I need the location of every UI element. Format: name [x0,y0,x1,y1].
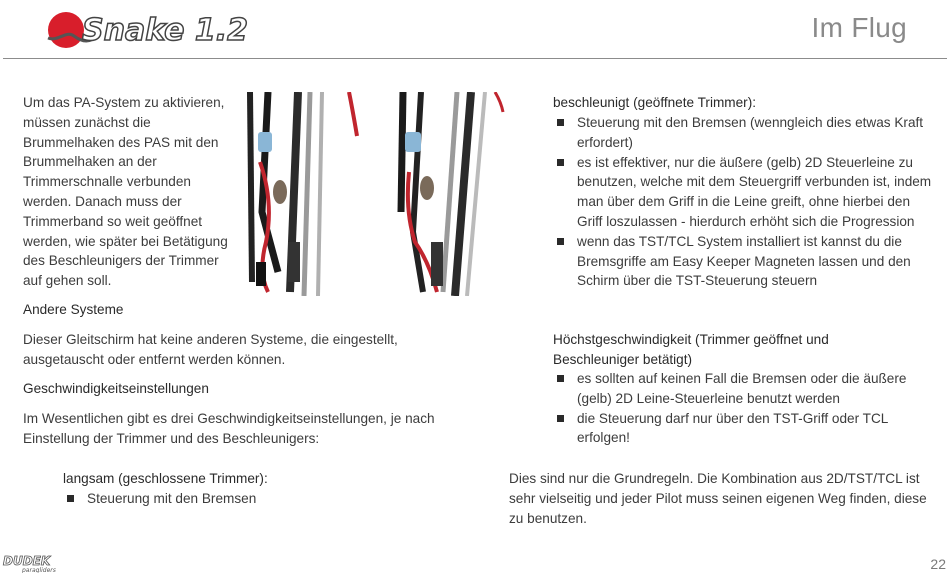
bullet-square [557,375,564,382]
list-item-text: Steuerung mit den Bremsen (wenngleich dies etwas Kraft erfordert) [577,115,924,150]
list-item-text: Steuerung mit den Bremsen [87,491,257,506]
dudek-logo [2,553,72,573]
list-item-text: die Steuerung darf nur über den TST-Griff oder TCL erfolgen! [577,410,888,446]
page-title: Im Flug [811,12,907,43]
bullet-square [557,159,564,166]
accelerated-list [553,113,933,291]
list-item-text: es sollten auf keinen Fall die Bremsen oder die äußere (gelb) 2D Leine-Steuerleine benutzt werden [577,371,907,406]
intro-paragraph: Um das PA-System zu aktivieren, müssen zunächst die Brummelhaken des PAS mit den Brummelhaken an der Trimmerschnalle verbunden werden. Danach muss der Trimmerband so weit geöffnet werden, wie später bei Betätigung des Beschleunigers der Trimmer auf gehen soll. [23,95,228,289]
max-speed-heading: Höchstgeschwindigkeit (Trimmer geöffnet und Beschleuniger betätigt) [553,332,829,367]
bullet-square [557,415,564,422]
list-item [553,232,933,291]
accelerated-heading: beschleunigt (geöffnete Trimmer): [553,95,756,110]
page-number: 22 [930,556,946,572]
logo-word: Snake 1.2 [82,13,249,48]
harness-photo-right [345,92,505,296]
list-item [553,113,933,153]
max-speed-list [553,369,933,448]
snake-logo [44,8,254,52]
slow-speed-heading: langsam (geschlossene Trimmer): [63,471,268,486]
list-item-text: es ist effektiver, nur die äußere (gelb) 2D Steuerleine zu benutzen, welche mit dem Steuergriff verbunden ist, indem man über dem Griff in die Leine greift, ohne hierbei den Griff loszulassen - hierdurch erhöht sich die Progression [577,154,932,229]
summary-paragraph: Dies sind nur die Grundregeln. Die Kombination aus 2D/TST/TCL ist sehr vielseitig und jeder Pilot muss seinen eigenen Weg finden, diese zu benutzen. [509,471,927,526]
list-item [63,489,443,509]
other-systems-text: Dieser Gleitschirm hat keine anderen Systeme, die eingestellt, ausgetauscht oder entfernt werden können. [23,332,398,367]
list-item [553,409,933,449]
list-item [553,369,933,409]
slow-speed-list [63,489,443,509]
speed-settings-text: Im Wesentlichen gibt es drei Geschwindigkeitseinstellungen, je nach Einstellung der Trimmer und des Beschleunigers: [23,411,435,446]
speed-settings-heading: Geschwindigkeitseinstellungen [23,381,209,396]
list-item-text: wenn das TST/TCL System installiert ist kannst du die Bremsgriffe am Easy Keeper Magneten lassen und den Schirm über die TST-Steuerung steuern [577,233,911,289]
bullet-square [557,119,564,126]
bullet-square [67,495,74,502]
header-divider [3,58,947,59]
list-item [553,153,933,232]
brand-subtitle: paragliders [22,567,56,573]
other-systems-heading: Andere Systeme [23,302,124,317]
bullet-square [557,238,564,245]
brand-name: DUDEK [3,554,51,568]
